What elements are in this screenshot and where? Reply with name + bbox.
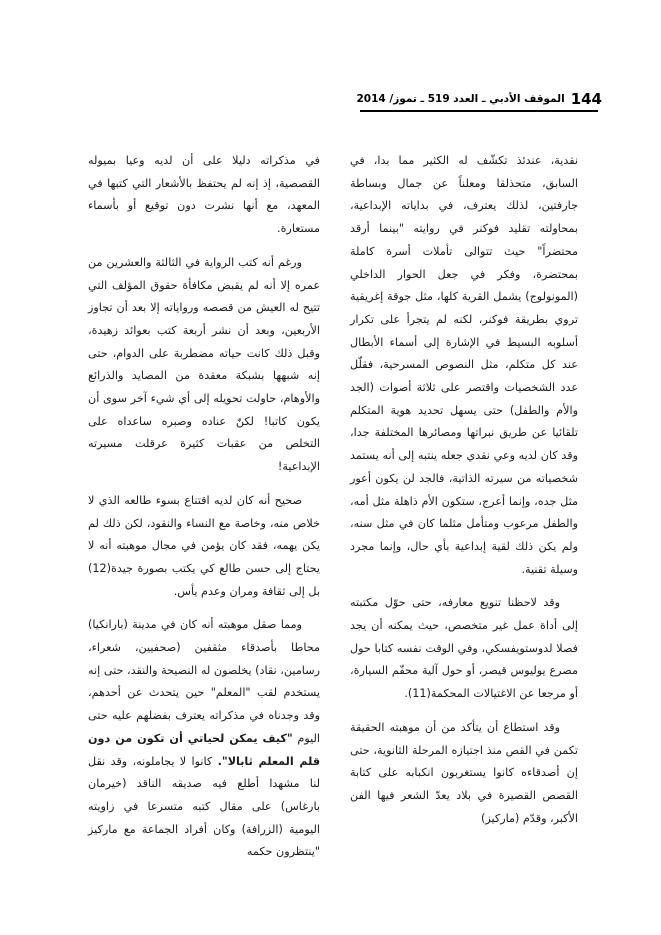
page-number: 144 (570, 90, 602, 108)
paragraph (88, 614, 320, 864)
paragraph-text: كانوا لا يجاملونه، وقد نقل لنا مشهدا أطلع فيه صديقه الناقد (خيرمان بارغاس) على مقال كتبه متسرعا في زاويته اليومية (الزرافة) وكان أفراد الجماعة مع ماركيز "ينتظرون حكمه (88, 754, 320, 859)
paragraph: في مذكراته دليلا على أن لديه وعيا بميوله القصصية، إذ إنه لم يحتفظ بالأشعار التي كتبها في المعهد، مع أنها نشرت دون توقيع أو بأسماء مستعارة. (88, 154, 320, 236)
running-header (356, 88, 602, 110)
issue-info: الموقف الأدبي ـ العدد 519 ـ تموز/ 2014 (356, 93, 565, 105)
paragraph: صحيح أنه كان لديه اقتناع بسوء طالعه الذي لا خلاص منه، وخاصة مع النساء والنقود، لكن ذلك لم يكن يهمه، فقد كان يؤمن في مجال موهبته أنه لا يحتاج إلى حسن طالع كي يكتب بصورة جيدة(12) بل إلى ثقافة ومران وعدم يأس. (88, 493, 320, 598)
paragraph: وقد لاحظنا تنويع معارفه، حتى حوّل مكتبته إلى أداة عمل غير متخصص، حيث يمكنه أن يجد فصلا لدوستويفسكي، وفي الوقت نفسه كتابا حول مصرع يوليوس قيصر، أو حول آلية محفّم السيارة، أو مرجعا عن الاغتيالات المحكمة(11). (350, 596, 578, 701)
paragraph-text: ومما صقل موهبته أنه كان في مدينة (بارانكيا) محاطا بأصدقاء مثقفين (صحفيين، شعراء، رسامين، نقاد) يخلصون له النصيحة والنقد، حتى إنه يستخدم لقب "المعلم" حين يتحدث عن أحدهم، وقد وجدناه في مذكراته يعترف بفضلهم عليه حتى اليوم (88, 618, 321, 745)
paragraph: ورغم أنه كتب الرواية في الثالثة والعشرين من عمره إلا أنه لم يقبض مكافأة حقوق المؤلف التي تتيح له العيش من قصصه ورواياته إلا بعد أن تجاوز الأربعين، وبعد أن نشر أربعة كتب بعوائد زهيدة، وقبل ذلك كانت حياته مضطربة على الدوام، حتى إنه شبهها بشبكة معقدة من المصايد والذرائع والأوهام، حاولت تحويله إلى أي شيء آخر سوى أن يكون كاتبا! لكنّ عناده وصبره ساعداه على التخلص من عقبات كثيرة عرقلت مسيرته الإبداعية! (88, 255, 320, 474)
paragraph: وقد استطاع أن يتأكد من أن موهبته الحقيقة تكمن في القص منذ اجتيازه المرحلة الثانوية، حتى إن أصدقاءه كانوا يستغربون انكبابه على كتابة القصص القصيرة في بلاد يعدّ الشعر فيها الفن الأكبر، وقدّم (ماركيز) (350, 720, 578, 825)
bold-quote: "كيف يمكن لحياتي أن تكون من دون قلم المعلم ثابالا". (88, 731, 321, 768)
right-column (350, 150, 578, 841)
paragraph: نقدية، عندئذ تكشّف له الكثير مما بدا، في السابق، متحذلقا ومعلناً عن جمال وبساطة جارفتين، لذلك يعترف، في بداياته الإبداعية، بمحاولته تقليد فوكنر في روايته "بينما أرقد محتضراً" حيث تتوالى تأملات أسرة كاملة بمحتضرة، وفكر في جعل الحوار الداخلي (المونولوج) يشمل القرية كلها، مثل جوقة إغريقية تروي بطريقة فوكنر، لكنه لم يتجرأ على تكرار أسلوبه البسيط في الإشارة إلى أسماء الأبطال عند كل متكلم، مثل النصوص المسرحية، فقلّل عدد الشخصيات واقتصر على ثلاثة أصوات (الجد والأم والطفل) حتى يسهل تحديد هوية المتكلم تلقائيا عن طريق نبراتها ومصائرها المختلفة جدا، وقد كان لديه وعي نقدي جعله ينتبه إلى أنه يستمد شخصياته من سيرته الذاتية، فالجد لن يكون أعور مثل جده، وإنما أعرج، ستكون الأم ذاهلة مثل أمه، والطفل مرعوب ومتأمل مثلما كان في مثل سنه، ولم يكن ذلك لقية إبداعية بأي حال، وإنما مجرد وسيلة تقنية. (350, 154, 578, 576)
left-column (88, 150, 320, 875)
header-rule (360, 110, 598, 112)
